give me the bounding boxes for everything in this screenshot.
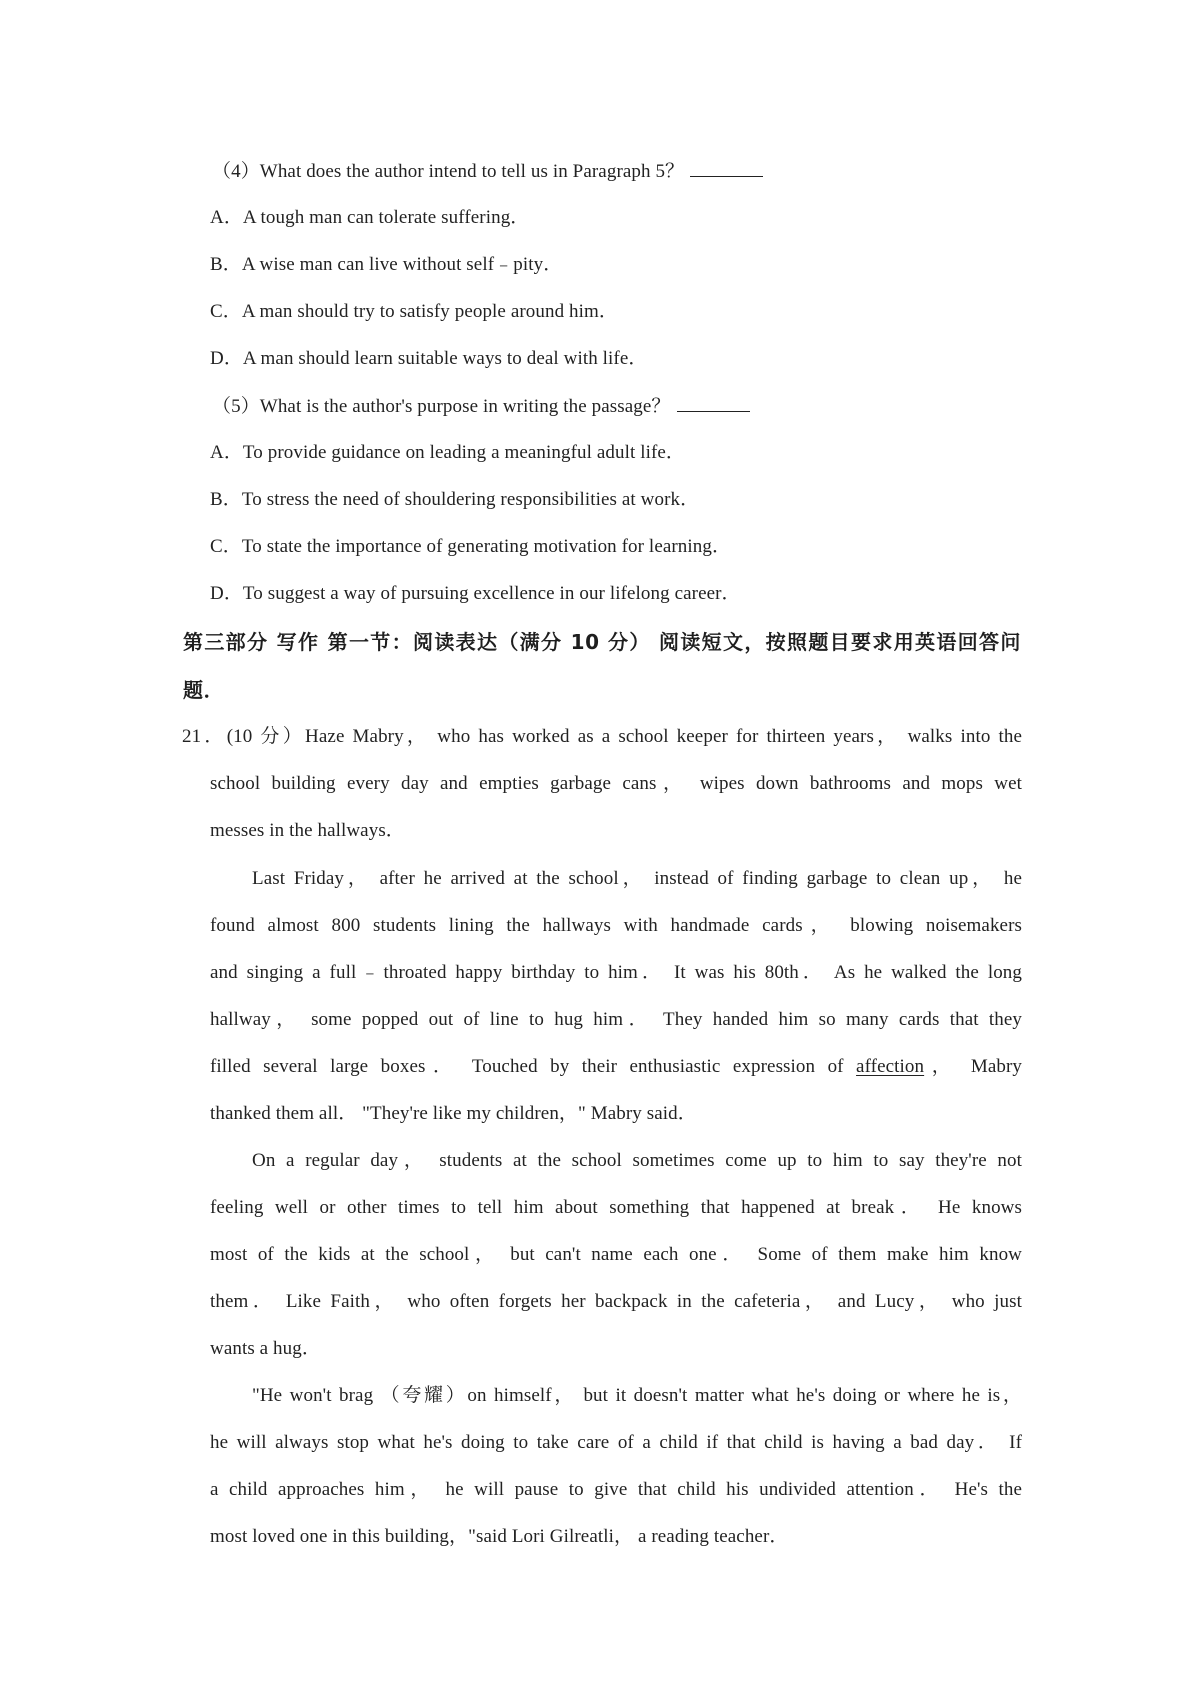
passage-p3-line4: them． Like Faith， who often forgets her backpack in the cafeteria， and Lucy， who just xyxy=(210,1291,1022,1312)
q4-option-d: D．A man should learn suitable ways to deal with life． xyxy=(210,348,648,369)
passage-p3-line2: feeling well or other times to tell him about something that happened at break． He knows xyxy=(210,1197,1022,1218)
passage-p4-line2: he will always stop what he's doing to take care of a child if that child is having a bad day． If xyxy=(210,1432,1022,1453)
q4-option-b: B．A wise man can live without self﹣pity． xyxy=(210,254,563,275)
passage-p3-line1: On a regular day， students at the school sometimes come up to him to say they're not xyxy=(252,1150,1022,1171)
question-4-stem xyxy=(212,158,763,185)
passage-text: filled several large boxes． Touched by their enthusiastic expression of xyxy=(210,1056,857,1077)
answer-blank-4 xyxy=(690,158,763,177)
q4-option-a: A．A tough man can tolerate suffering． xyxy=(210,207,530,228)
question-5-text: （5）What is the author's purpose in writing the passage？ xyxy=(212,396,671,417)
underlined-word: affection xyxy=(856,1056,925,1077)
passage-p2-line4: hallway， some popped out of line to hug him． They handed him so many cards that they xyxy=(210,1009,1022,1030)
passage-p4-line1: "He won't brag （夸耀）on himself， but it doesn't matter what he's doing or where he is， xyxy=(252,1385,1022,1406)
passage-p3-line3: most of the kids at the school， but can't name each one． Some of them make him know xyxy=(210,1244,1022,1265)
section-heading: 第三部分 写作 第一节：阅读表达（满分 10 分） 阅读短文，按照题目要求用英语回答问 xyxy=(183,630,1021,654)
q4-option-c: C．A man should try to satisfy people around him． xyxy=(210,301,618,322)
passage-text: ， Mabry xyxy=(924,1056,1022,1077)
section-heading-continued: 题． xyxy=(183,678,225,702)
question-5-stem xyxy=(212,393,750,420)
passage-p4-line3: a child approaches him， he will pause to give that child his undivided attention． He's the xyxy=(210,1479,1022,1500)
passage-p2-line6: thanked them all． "They're like my children，" Mabry said． xyxy=(210,1103,697,1124)
passage-p2-line2: found almost 800 students lining the hallways with handmade cards， blowing noisemakers xyxy=(210,915,1022,936)
passage-p1-line3: messes in the hallways． xyxy=(210,820,405,841)
passage-p2-line1: Last Friday， after he arrived at the school， instead of finding garbage to clean up， he xyxy=(252,868,1022,889)
answer-blank-5 xyxy=(677,393,750,412)
q5-option-d: D．To suggest a way of pursuing excellence in our lifelong career． xyxy=(210,583,741,604)
passage-p1-line1: 21．(10 分）Haze Mabry， who has worked as a school keeper for thirteen years， walks into the xyxy=(182,726,1022,747)
question-4-text: （4）What does the author intend to tell us in Paragraph 5？ xyxy=(212,161,685,182)
q5-option-c: C．To state the importance of generating motivation for learning． xyxy=(210,536,732,557)
passage-p3-line5: wants a hug． xyxy=(210,1338,321,1359)
passage-p2-line3: and singing a full﹣throated happy birthday to him． It was his 80th． As he walked the long xyxy=(210,962,1022,983)
passage-p1-line2: school building every day and empties garbage cans， wipes down bathrooms and mops wet xyxy=(210,773,1022,794)
passage-p4-line4: most loved one in this building，"said Lori Gilreatli， a reading teacher． xyxy=(210,1526,789,1547)
passage-p2-line5 xyxy=(210,1054,1022,1080)
q5-option-a: A．To provide guidance on leading a meaningful adult life． xyxy=(210,442,686,463)
q5-option-b: B．To stress the need of shouldering responsibilities at work． xyxy=(210,489,700,510)
